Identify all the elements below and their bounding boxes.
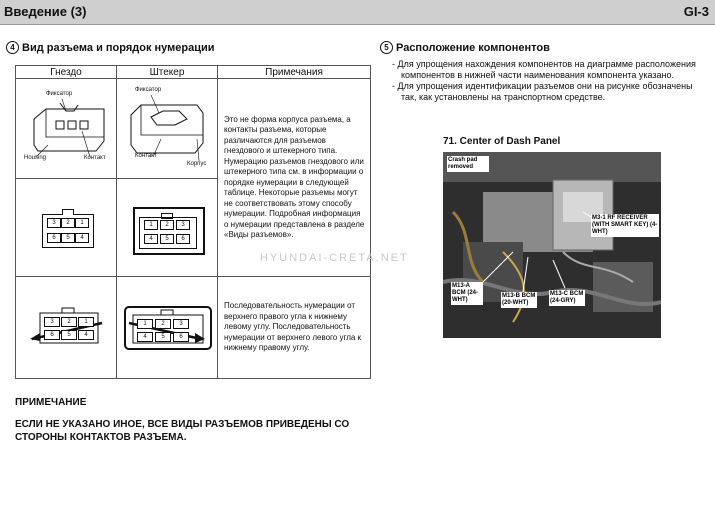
note-2: Последовательность нумерации от верхнего правого угла к нижнему левому углу. Последовательность нумерации от верхнего левого угла к нижнему правому углу. [224, 301, 362, 353]
male-housing-cell [117, 79, 218, 179]
note-1: Это не форма корпуса разъема, а контакты разъема, которые различаются для разъемов гнездового и штекерного типа. Нумерацию разъемов гнездового или штекерного типа см. в информации о порядке нумерации в следующей таблице. Некоторые разъемы могут не соответствовать этому способу нумерации. Подробная информация о нумерации представлена в разделе «Виды разъемов». [224, 114, 365, 239]
m13c-label: M13-C BCM (24-GRY) [550, 291, 584, 304]
note-cell-1 [218, 79, 371, 277]
note-text: ЕСЛИ НЕ УКАЗАНО ИНОЕ, ВСЕ ВИДЫ РАЗЪЕМОВ ПРИВЕДЕНЫ СО СТОРОНЫ КОНТАКТОВ РАЗЪЕМА. [15, 419, 350, 443]
male-housing-label: Корпус [187, 161, 207, 167]
pin: 6 [47, 233, 61, 243]
female-contact-label: Контакт [84, 155, 106, 161]
pin: 6 [44, 330, 60, 340]
pin: 1 [137, 319, 153, 329]
list-item: - Для упрощения нахождения компонентов на диаграмме расположения компонентов в нижней части наименования компонента указано. [392, 59, 696, 80]
section-title-text: Вид разъема и порядок нумерации [22, 42, 215, 54]
male-key [161, 213, 173, 219]
male-order-cell [117, 277, 218, 379]
photo-title: 71. Center of Dash Panel [443, 136, 561, 147]
watermark: HYUNDAI-CRETA.NET [260, 252, 409, 264]
pin: 5 [61, 330, 77, 340]
male-contact-label: Контакт [135, 153, 157, 159]
pin: 5 [160, 234, 174, 244]
pin: 4 [78, 330, 94, 340]
female-key [62, 209, 74, 215]
list-item: - Для упрощения идентификации разъемов они на рисунке обозначены так, как установлены на транспортном средстве. [392, 81, 693, 102]
pin: 3 [173, 319, 189, 329]
pin: 2 [61, 218, 75, 228]
female-pinout-cell [16, 179, 117, 277]
page-header [0, 0, 715, 25]
rf-receiver-label: M3-1 RF RECEIVER (WITH SMART KEY) (4-WHT) [592, 215, 658, 235]
pin: 3 [47, 218, 61, 228]
female-order-drawing [16, 277, 116, 378]
section-5-title [380, 41, 550, 54]
section-4-title [6, 41, 215, 54]
page-title: Введение (3) [4, 4, 87, 19]
pin: 4 [75, 233, 89, 243]
pin: 3 [176, 220, 190, 230]
crash-pad-label: Crash pad removed [447, 156, 489, 172]
page-number: GI-3 [683, 4, 709, 19]
pin: 4 [144, 234, 158, 244]
pin: 2 [155, 319, 171, 329]
dash-panel-photo [443, 152, 661, 338]
pin: 2 [61, 317, 77, 327]
pin: 4 [137, 332, 153, 342]
m13a-label: M13-A BCM (24-WHT) [451, 282, 483, 305]
pin: 5 [61, 233, 75, 243]
m13b-label: M13-B BCM (20-WHT) [502, 293, 536, 306]
section-number: 5 [380, 41, 393, 54]
col-female: Гнездо [16, 66, 117, 79]
note-heading: ПРИМЕЧАНИЕ [15, 397, 87, 408]
component-notes [392, 59, 702, 103]
col-male: Штекер [117, 66, 218, 79]
pin: 2 [160, 220, 174, 230]
section-title-text: Расположение компонентов [396, 42, 550, 54]
female-latch-label: Фиксатор [46, 91, 73, 97]
photo-scene [443, 152, 661, 338]
male-latch-label: Фиксатор [135, 87, 162, 93]
female-order-cell [16, 277, 117, 379]
col-notes: Примечания [218, 66, 371, 79]
connector-table [15, 65, 371, 379]
pin: 1 [75, 218, 89, 228]
section-number: 4 [6, 41, 19, 54]
female-housing-label: Housing [24, 155, 47, 161]
pin: 6 [173, 332, 189, 342]
pin: 1 [78, 317, 94, 327]
pin: 5 [155, 332, 171, 342]
pin: 1 [144, 220, 158, 230]
male-pinout-cell [117, 179, 218, 277]
note-cell-2 [218, 277, 371, 379]
pin: 3 [44, 317, 60, 327]
female-housing-cell [16, 79, 117, 179]
pin: 6 [176, 234, 190, 244]
